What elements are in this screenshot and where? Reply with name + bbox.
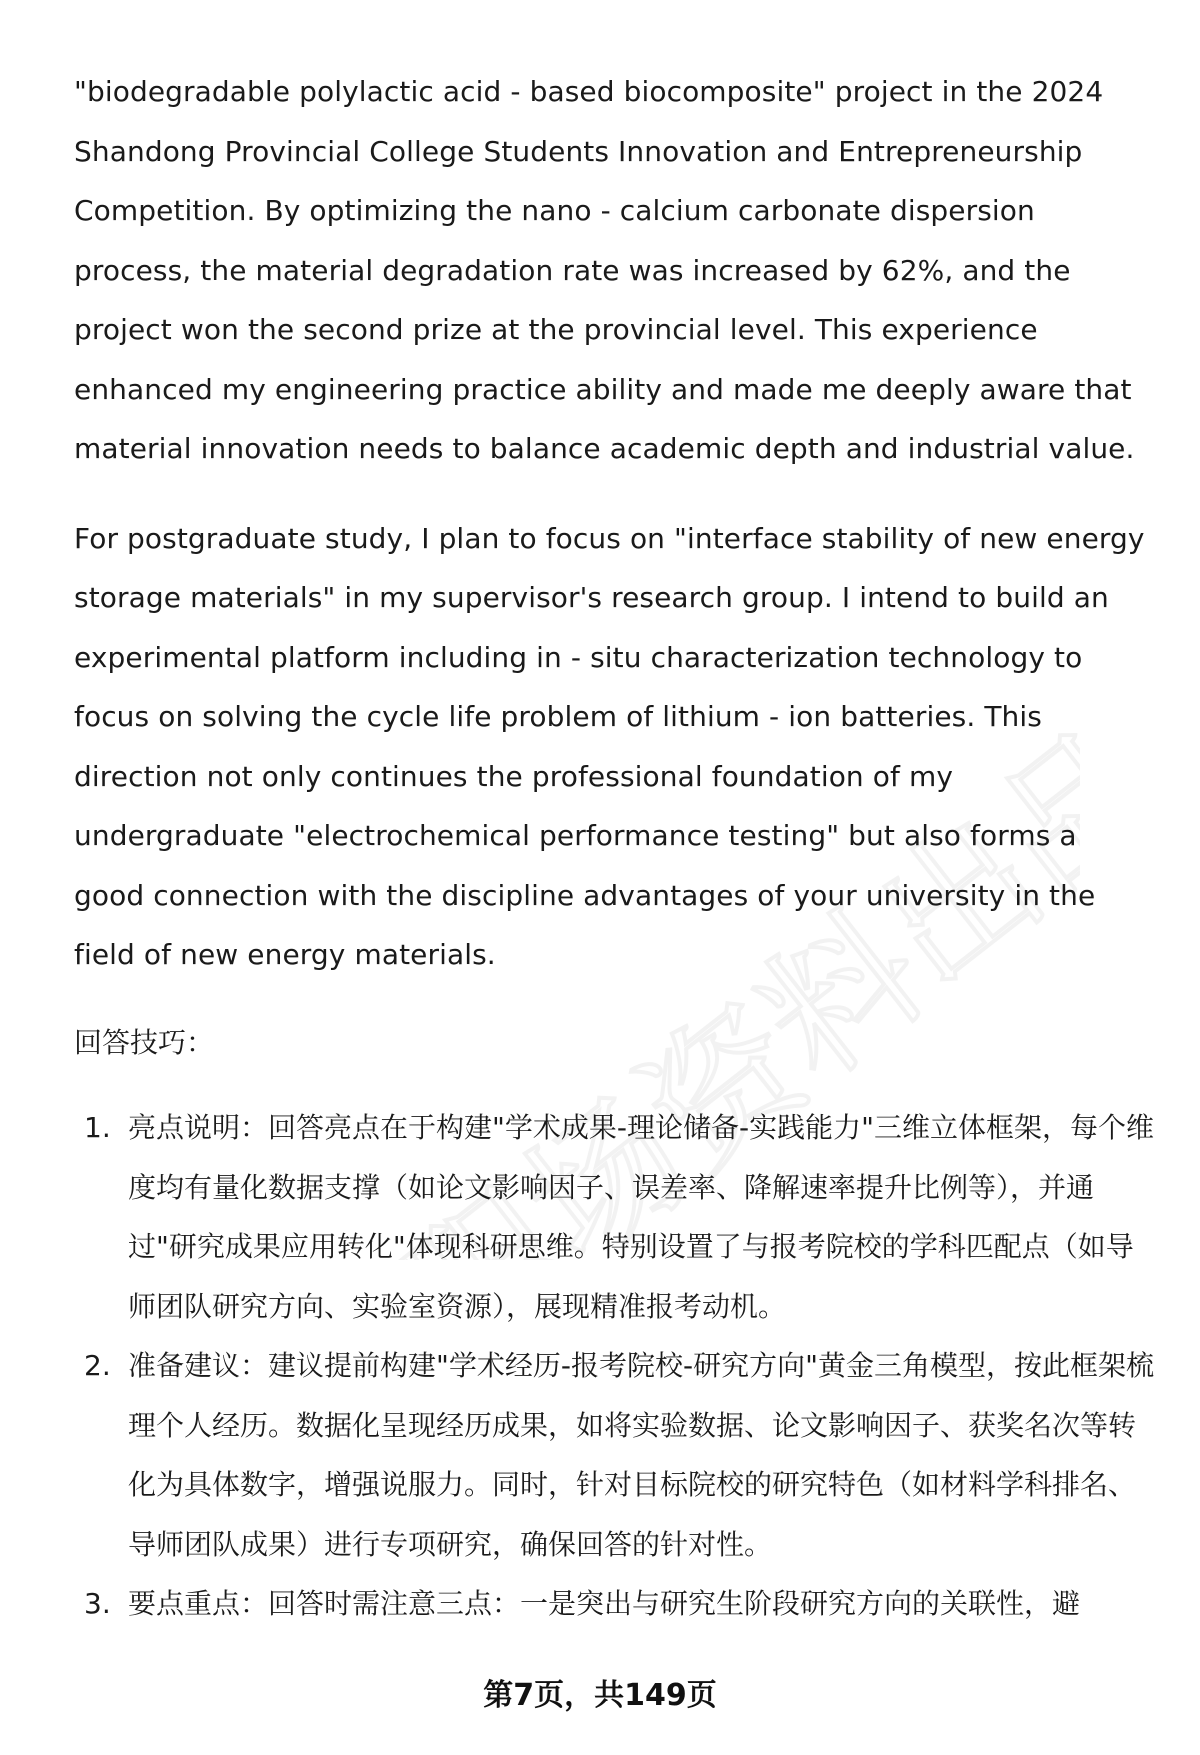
watermark-text: 职场资料出品 — [375, 696, 1080, 1260]
list-item — [74, 1336, 1154, 1574]
tips-heading: 回答技巧： — [74, 1025, 215, 1059]
tips-list — [74, 1098, 1154, 1634]
list-number: 2. — [84, 1349, 111, 1382]
list-item-text: 亮点说明：回答亮点在于构建"学术成果-理论储备-实践能力"三维立体框架，每个维度均有量化数据支撑（如论文影响因子、误差率、降解速率提升比例等），并通过"研究成果应用转化"体现科研思维。特别设置了与报考院校的学科匹配点（如导师团队研究方向、实验室资源），展现精准报考动机。 — [128, 1111, 1154, 1323]
list-item — [74, 1098, 1154, 1336]
list-item — [74, 1574, 1154, 1634]
page-content — [74, 62, 1154, 1634]
list-item-text: 要点重点：回答时需注意三点：一是突出与研究生阶段研究方向的关联性，避 — [128, 1587, 1081, 1620]
body-paragraph: "biodegradable polylactic acid - based biocomposite" project in the 2024 Shandong Provincial College Students Innovation and Entrepreneurship Competition. By optimizing the nano - calcium carbonate dispersion process, the material degradation rate was increased by 62%, and the project won the second prize at the provincial level. This experience enhanced my engineering practice ability and made me deeply aware that material innovation needs to balance academic depth and industrial value. — [74, 75, 1135, 465]
list-item-text: 准备建议：建议提前构建"学术经历-报考院校-研究方向"黄金三角模型，按此框架梳理个人经历。数据化呈现经历成果，如将实验数据、论文影响因子、获奖名次等转化为具体数字，增强说服力。同时，针对目标院校的研究特色（如材料学科排名、导师团队成果）进行专项研究，确保回答的针对性。 — [128, 1349, 1154, 1561]
page-footer: 第7页，共149页 — [483, 1678, 717, 1713]
body-paragraph: For postgraduate study, I plan to focus on "interface stability of new energy storage materials" in my supervisor's research group. I intend to build an experimental platform including in - situ characterization technology to focus on solving the cycle life problem of lithium - ion batteries. This direction not only continues the professional foundation of my undergraduate "electrochemical performance testing" but also forms a good connection with the discipline advantages of your university in the field of new energy materials. — [74, 521, 1145, 971]
list-number: 1. — [84, 1111, 111, 1144]
list-number: 3. — [84, 1587, 111, 1620]
